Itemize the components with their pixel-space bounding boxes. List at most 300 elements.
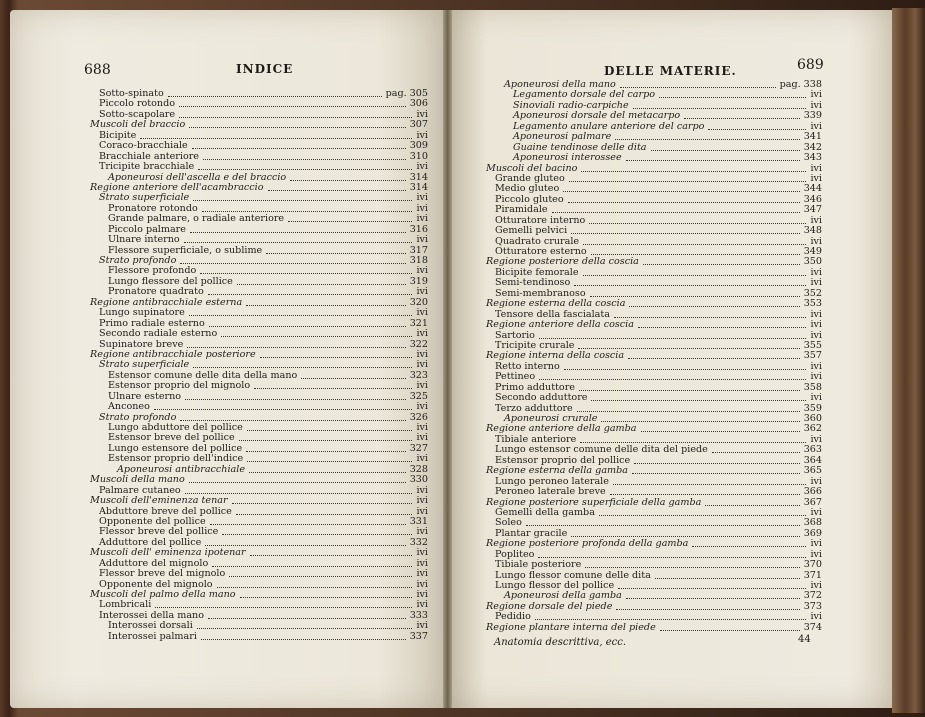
- dot-leader: [613, 477, 807, 485]
- dot-leader: [202, 204, 413, 212]
- index-entry-title: Lungo abduttore del pollice: [108, 422, 243, 433]
- index-entry-page: 319: [409, 275, 428, 287]
- dot-leader: [236, 507, 413, 515]
- dot-leader: [577, 404, 800, 412]
- dot-leader: [249, 465, 406, 473]
- index-entry-page: ivi: [810, 506, 822, 518]
- dot-leader: [583, 268, 807, 276]
- index-entry-title: Estensor proprio dell'indice: [108, 453, 244, 465]
- dot-leader: [201, 632, 406, 640]
- dot-leader: [581, 164, 806, 172]
- index-entry-title: Tensore della fascialata: [495, 308, 610, 320]
- index-entry-title: Ulnare esterno: [108, 390, 182, 402]
- book-cover-edge: [892, 8, 925, 713]
- index-entry-page: ivi: [810, 319, 822, 331]
- dot-leader: [601, 414, 799, 422]
- index-entry-page: ivi: [416, 161, 428, 173]
- index-entry-title: Lungo flessor comune delle dita: [495, 569, 651, 581]
- index-entry-page: ivi: [416, 213, 428, 225]
- index-entry-title: Flessor breve del mignolo: [99, 568, 226, 580]
- index-entry-page: ivi: [416, 568, 428, 580]
- dot-leader: [180, 256, 405, 264]
- right-page-title: DELLE MATERIE.: [604, 64, 737, 78]
- index-entry-title: Strato profondo: [99, 411, 177, 423]
- dot-leader: [246, 444, 406, 452]
- index-entry-title: Lungo flessore del pollice: [108, 275, 233, 287]
- index-entry-title: Opponente del mignolo: [99, 578, 213, 590]
- index-entry-page: 310: [409, 150, 428, 162]
- index-entry-title: Bicipite femorale: [495, 266, 579, 278]
- index-entry-title: Pronatore quadrato: [108, 286, 204, 298]
- index-entry-page: ivi: [810, 172, 822, 184]
- dot-leader: [212, 559, 412, 567]
- index-entry-page: ivi: [416, 359, 428, 371]
- index-entry-title: Muscoli dell' eminenza ipotenar: [90, 547, 246, 559]
- dot-leader: [539, 331, 806, 339]
- dot-leader: [189, 475, 406, 483]
- dot-leader: [599, 508, 807, 516]
- index-entry-title: Semi-tendinoso: [495, 277, 571, 289]
- index-entry-title: Primo adduttore: [495, 381, 575, 393]
- dot-leader: [655, 571, 800, 579]
- index-entry-page: 366: [803, 486, 822, 498]
- index-entry-title: Aponeurosi interossee: [513, 152, 622, 164]
- index-entry-title: Muscoli della mano: [90, 474, 185, 486]
- index-entry-title: Pedidio: [495, 611, 531, 623]
- book-gutter: [443, 10, 452, 708]
- index-entry-title: Peroneo laterale breve: [495, 486, 606, 498]
- index-entry-title: Popliteo: [495, 548, 535, 560]
- index-entry-page: ivi: [810, 475, 822, 487]
- dot-leader: [610, 487, 800, 495]
- index-entry-title: Regione posteriore della coscia: [486, 256, 639, 268]
- index-entry-page: ivi: [810, 99, 822, 111]
- dot-leader: [155, 600, 412, 608]
- index-entry-title: Lungo peroneo laterale: [495, 475, 609, 487]
- footer-sheet-number: 44: [798, 634, 811, 645]
- dot-leader: [208, 287, 413, 295]
- index-entry-page: ivi: [416, 328, 428, 340]
- index-entry-title: Otturatore esterno: [495, 246, 587, 257]
- index-entry-page: ivi: [416, 401, 428, 413]
- dot-leader: [618, 581, 806, 589]
- dot-leader: [205, 538, 405, 546]
- index-entry-title: Strato superficiale: [99, 192, 190, 204]
- index-entry-page: ivi: [416, 234, 428, 246]
- right-page-number: 689: [797, 57, 824, 73]
- dot-leader: [246, 298, 405, 306]
- index-entry-title: Otturatore interno: [495, 214, 586, 226]
- dot-leader: [266, 246, 405, 254]
- index-entry-title: Palmare cutaneo: [99, 484, 181, 496]
- index-entry: [90, 235, 428, 245]
- index-entry-page: ivi: [416, 589, 428, 600]
- index-entry-title: Lungo estensor comune delle dita del piede: [495, 444, 708, 456]
- index-entry-page: ivi: [416, 108, 428, 120]
- dot-leader: [629, 299, 799, 307]
- index-entry-title: Legamento anulare anteriore del carpo: [513, 120, 705, 132]
- index-entry-title: Regione esterna della gamba: [486, 465, 629, 477]
- index-entry-title: Muscoli del palmo della mano: [90, 589, 236, 600]
- dot-leader: [301, 371, 405, 379]
- index-entry-title: Legamento dorsale del carpo: [513, 89, 656, 101]
- index-entry-title: Tibiale anteriore: [495, 433, 577, 445]
- index-entry-title: Lungo supinatore: [99, 307, 185, 319]
- index-entry-title: Terzo adduttore: [495, 402, 573, 414]
- index-entry: [90, 329, 428, 339]
- index-entry-page: 346: [803, 193, 822, 205]
- dot-leader: [193, 360, 412, 368]
- index-entry-page: ivi: [810, 433, 822, 445]
- index-entry-title: Aponeurosi crurale: [504, 413, 598, 424]
- index-entry-title: Aponeurosi antibracchiale: [117, 463, 246, 475]
- index-entry-title: Regione interna della coscia: [486, 350, 625, 362]
- index-entry: [90, 162, 428, 172]
- index-entry-page: 342: [803, 141, 822, 153]
- index-entry-page: ivi: [810, 580, 822, 591]
- index-entry-page: 370: [803, 559, 822, 571]
- index-entry-page: ivi: [810, 235, 822, 247]
- index-entry-title: Piccolo rotondo: [99, 98, 176, 110]
- index-entry-page: 317: [409, 244, 428, 256]
- index-entry-title: Regione anteriore della gamba: [486, 423, 637, 435]
- index-entry-title: Regione plantare interna del piede: [486, 621, 656, 633]
- index-entry-title: Aponeurosi dell'ascella e del braccio: [108, 171, 287, 183]
- dot-leader: [260, 350, 413, 358]
- index-entry-title: Lombricali: [99, 599, 152, 611]
- index-entry-page: 330: [409, 474, 428, 486]
- index-entry-title: Opponente del pollice: [99, 515, 206, 527]
- index-entry-page: 322: [409, 338, 428, 350]
- index-entry-title: Piramidale: [495, 204, 548, 216]
- dot-leader: [538, 550, 806, 558]
- index-entry-title: Interossei palmari: [108, 630, 197, 642]
- index-entry: [482, 602, 822, 612]
- index-entry-page: 365: [803, 465, 822, 477]
- index-entry-page: 325: [409, 390, 428, 402]
- dot-leader: [535, 612, 807, 620]
- dot-leader: [185, 486, 413, 494]
- dot-leader: [571, 226, 800, 234]
- dot-leader: [180, 413, 405, 421]
- dot-leader: [250, 548, 413, 556]
- dot-leader: [563, 184, 799, 192]
- index-entry-title: Aponeurosi dorsale del metacarpo: [513, 110, 681, 122]
- dot-leader: [614, 310, 806, 318]
- dot-leader: [232, 496, 413, 504]
- index-entry-title: Medio gluteo: [495, 183, 560, 195]
- index-entry-page: 371: [803, 569, 822, 581]
- index-entry-page: ivi: [810, 214, 822, 226]
- index-entry-page: ivi: [810, 329, 822, 341]
- index-entry-page: 364: [803, 454, 822, 466]
- index-entry-page: 358: [803, 381, 822, 393]
- index-entry-title: Tricipite crurale: [495, 339, 575, 351]
- dot-leader: [591, 393, 806, 401]
- dot-leader: [643, 257, 800, 265]
- index-entry-title: Regione posteriore profonda della gamba: [486, 538, 689, 550]
- index-entry-page: ivi: [416, 495, 428, 507]
- dot-leader: [239, 433, 413, 441]
- dot-leader: [240, 590, 413, 598]
- index-entry-title: Interossei dorsali: [108, 620, 193, 632]
- index-entry-page: 367: [803, 496, 822, 508]
- dot-leader: [168, 89, 382, 97]
- index-entry-page: pag. 338: [779, 79, 822, 90]
- index-entry-page: 309: [409, 140, 428, 152]
- index-entry-title: Muscoli dell'eminenza tenar: [90, 495, 228, 507]
- index-entry-page: ivi: [810, 548, 822, 560]
- index-entry-page: 314: [409, 171, 428, 183]
- index-entry-title: Bracchiale anteriore: [99, 150, 199, 162]
- index-entry-page: 341: [803, 131, 822, 143]
- dot-leader: [221, 329, 412, 337]
- index-entry-page: 374: [803, 621, 822, 633]
- index-entry-page: ivi: [810, 360, 822, 372]
- index-entry-title: Tibiale posteriore: [495, 559, 582, 571]
- index-entry-title: Coraco-bracchiale: [99, 140, 188, 152]
- index-entry-page: 343: [803, 152, 822, 164]
- dot-leader: [526, 518, 800, 526]
- index-entry-title: Adduttore del mignolo: [99, 557, 209, 569]
- index-entry-title: Sartorio: [495, 329, 535, 341]
- index-entry-title: Grande gluteo: [495, 172, 565, 184]
- dot-leader: [247, 454, 412, 462]
- dot-leader: [210, 517, 406, 525]
- dot-leader: [229, 569, 412, 577]
- dot-leader: [222, 527, 412, 535]
- index-entry-page: 316: [409, 223, 428, 235]
- index-entry-page: 359: [803, 402, 822, 414]
- index-entry-page: ivi: [810, 266, 822, 278]
- index-entry-title: Adduttore del pollice: [99, 536, 202, 548]
- index-entry: [482, 320, 822, 330]
- index-entry: [90, 569, 428, 579]
- left-page-number: 688: [84, 62, 111, 78]
- dot-leader: [184, 235, 413, 243]
- dot-leader: [197, 621, 413, 629]
- index-entry-page: 306: [409, 98, 428, 110]
- dot-leader: [571, 529, 799, 537]
- index-entry-title: Pronatore rotondo: [108, 202, 198, 214]
- index-entry-page: 369: [803, 527, 822, 539]
- index-entry-title: Lungo flessor del pollice: [495, 580, 615, 591]
- index-entry-page: 347: [803, 204, 822, 216]
- index-entry-title: Gemelli pelvici: [495, 225, 568, 237]
- left-page-title: INDICE: [236, 62, 294, 76]
- index-entry-page: 344: [803, 183, 822, 195]
- dot-leader: [237, 277, 406, 285]
- index-entry-title: Piccolo gluteo: [495, 193, 564, 205]
- index-entry-page: ivi: [416, 453, 428, 465]
- index-entry-title: Regione anteriore della coscia: [486, 319, 634, 331]
- index-entry-page: ivi: [416, 599, 428, 611]
- dot-leader: [288, 214, 412, 222]
- dot-leader: [633, 101, 807, 109]
- dot-leader: [589, 216, 806, 224]
- index-entry-page: 349: [803, 246, 822, 257]
- index-entry-title: Gemelli della gamba: [495, 506, 595, 518]
- dot-leader: [632, 466, 800, 474]
- index-entry: [90, 120, 428, 130]
- index-entry-page: 333: [409, 609, 428, 621]
- index-entry: [482, 487, 822, 497]
- index-entry-title: Regione antibracchiale posteriore: [90, 348, 256, 360]
- index-entry-title: Soleo: [495, 517, 522, 529]
- dot-leader: [268, 183, 406, 191]
- index-entry-page: ivi: [416, 484, 428, 496]
- dot-leader: [185, 392, 406, 400]
- index-entry-page: ivi: [810, 162, 822, 174]
- index-entry-title: Supinatore breve: [99, 338, 184, 350]
- index-entry-title: Strato superficiale: [99, 359, 190, 371]
- index-entry-page: 337: [409, 630, 428, 642]
- index-entry-page: 348: [803, 225, 822, 237]
- index-entry-title: Regione dorsale del piede: [486, 600, 613, 612]
- index-entry-page: 331: [409, 515, 428, 527]
- index-entry-page: ivi: [416, 547, 428, 559]
- index-entry-title: Muscoli del bacino: [486, 162, 578, 174]
- index-entry-title: Grande palmare, o radiale anteriore: [108, 213, 285, 225]
- index-entry-page: 332: [409, 536, 428, 548]
- index-entry: [482, 560, 822, 570]
- index-entry-page: 368: [803, 517, 822, 529]
- dot-leader: [154, 402, 413, 410]
- index-entry-title: Secondo adduttore: [495, 392, 588, 404]
- left-index-list: [90, 89, 428, 642]
- dot-leader: [140, 131, 412, 139]
- index-entry-title: Bicipite: [99, 129, 137, 141]
- dot-leader: [564, 362, 807, 370]
- dot-leader: [568, 195, 800, 203]
- dot-leader: [189, 308, 413, 316]
- dot-leader: [209, 319, 406, 327]
- index-entry-page: ivi: [416, 202, 428, 214]
- dot-leader: [684, 111, 800, 119]
- dot-leader: [638, 320, 807, 328]
- index-entry-title: Retto interno: [495, 360, 560, 372]
- dot-leader: [179, 110, 412, 118]
- index-entry-page: ivi: [416, 620, 428, 632]
- index-entry-page: 321: [409, 317, 428, 329]
- dot-leader: [634, 456, 799, 464]
- index-entry: [90, 632, 428, 642]
- index-entry-title: Regione antibracchiale esterna: [90, 296, 243, 308]
- dot-leader: [208, 611, 406, 619]
- index-entry-page: ivi: [416, 432, 428, 444]
- dot-leader: [705, 498, 799, 506]
- dot-leader: [192, 141, 406, 149]
- index-entry-page: 355: [803, 339, 822, 351]
- dot-leader: [659, 90, 806, 98]
- index-entry-page: ivi: [416, 578, 428, 590]
- index-entry: [482, 226, 822, 236]
- dot-leader: [708, 122, 806, 130]
- index-entry-page: 339: [803, 110, 822, 122]
- dot-leader: [198, 162, 412, 170]
- right-page: [452, 10, 892, 708]
- dot-leader: [692, 539, 806, 547]
- index-entry-page: ivi: [416, 422, 428, 433]
- dot-leader: [189, 120, 405, 128]
- index-entry-title: Pettineo: [495, 371, 536, 383]
- dot-leader: [179, 99, 406, 107]
- index-entry-title: Tricipite bracchiale: [99, 161, 195, 173]
- dot-leader: [628, 351, 800, 359]
- index-entry-page: 320: [409, 296, 428, 308]
- dot-leader: [247, 423, 413, 431]
- index-entry-page: 323: [409, 369, 428, 381]
- index-entry: [482, 508, 822, 518]
- index-entry-title: Flessore superficiale, o sublime: [108, 244, 263, 256]
- index-entry-page: ivi: [416, 286, 428, 298]
- index-entry-title: Abduttore breve del pollice: [99, 505, 232, 517]
- dot-leader: [254, 381, 412, 389]
- index-entry-title: Estensor proprio del pollice: [495, 454, 631, 466]
- index-entry-page: 353: [803, 298, 822, 310]
- index-entry-page: ivi: [810, 89, 822, 101]
- dot-leader: [616, 602, 799, 610]
- dot-leader: [712, 445, 800, 453]
- index-entry-title: Flessor breve del pollice: [99, 526, 219, 538]
- index-entry-page: ivi: [416, 526, 428, 538]
- dot-leader: [539, 372, 806, 380]
- index-entry-title: Estensor proprio del mignolo: [108, 380, 251, 392]
- dot-leader: [626, 153, 800, 161]
- index-entry-page: ivi: [810, 611, 822, 623]
- index-entry-page: 307: [409, 119, 428, 131]
- index-entry-title: Plantar gracile: [495, 527, 568, 539]
- index-entry-page: ivi: [810, 392, 822, 404]
- index-entry-title: Anconeo: [108, 401, 150, 413]
- dot-leader: [583, 237, 806, 245]
- index-entry-page: 360: [803, 413, 822, 424]
- index-entry-page: 326: [409, 411, 428, 423]
- index-entry-title: Regione esterna della coscia: [486, 298, 626, 310]
- index-entry-page: 357: [803, 350, 822, 362]
- dot-leader: [290, 173, 406, 181]
- left-page: [10, 10, 443, 708]
- index-entry-title: Piccolo palmare: [108, 223, 186, 235]
- right-index-list: [482, 80, 822, 633]
- index-entry-title: Ulnare interno: [108, 234, 180, 246]
- dot-leader: [193, 193, 412, 201]
- dot-leader: [200, 266, 412, 274]
- index-entry-title: Guaine tendinose delle dita: [513, 141, 647, 153]
- index-entry-page: 318: [409, 255, 428, 266]
- index-entry-title: Aponeurosi della gamba: [504, 590, 622, 602]
- dot-leader: [620, 80, 776, 88]
- dot-leader: [615, 132, 799, 140]
- dot-leader: [552, 205, 800, 213]
- index-entry-page: 350: [803, 256, 822, 268]
- index-entry-title: Sotto-scapolare: [99, 108, 176, 120]
- index-entry-page: ivi: [810, 120, 822, 132]
- index-entry-page: ivi: [810, 308, 822, 320]
- index-entry-title: Aponeurosi palmare: [513, 131, 612, 143]
- dot-leader: [580, 435, 806, 443]
- dot-leader: [569, 174, 807, 182]
- index-entry-page: ivi: [810, 277, 822, 289]
- index-entry: [482, 153, 822, 163]
- dot-leader: [585, 560, 799, 568]
- index-entry-title: Estensor breve del pollice: [108, 432, 235, 444]
- index-entry-title: Lungo estensore del pollice: [108, 442, 243, 454]
- index-entry-page: 314: [409, 181, 428, 193]
- dot-leader: [574, 278, 806, 286]
- dot-leader: [626, 591, 800, 599]
- index-entry-title: Regione posteriore superficiale della gamba: [486, 496, 702, 508]
